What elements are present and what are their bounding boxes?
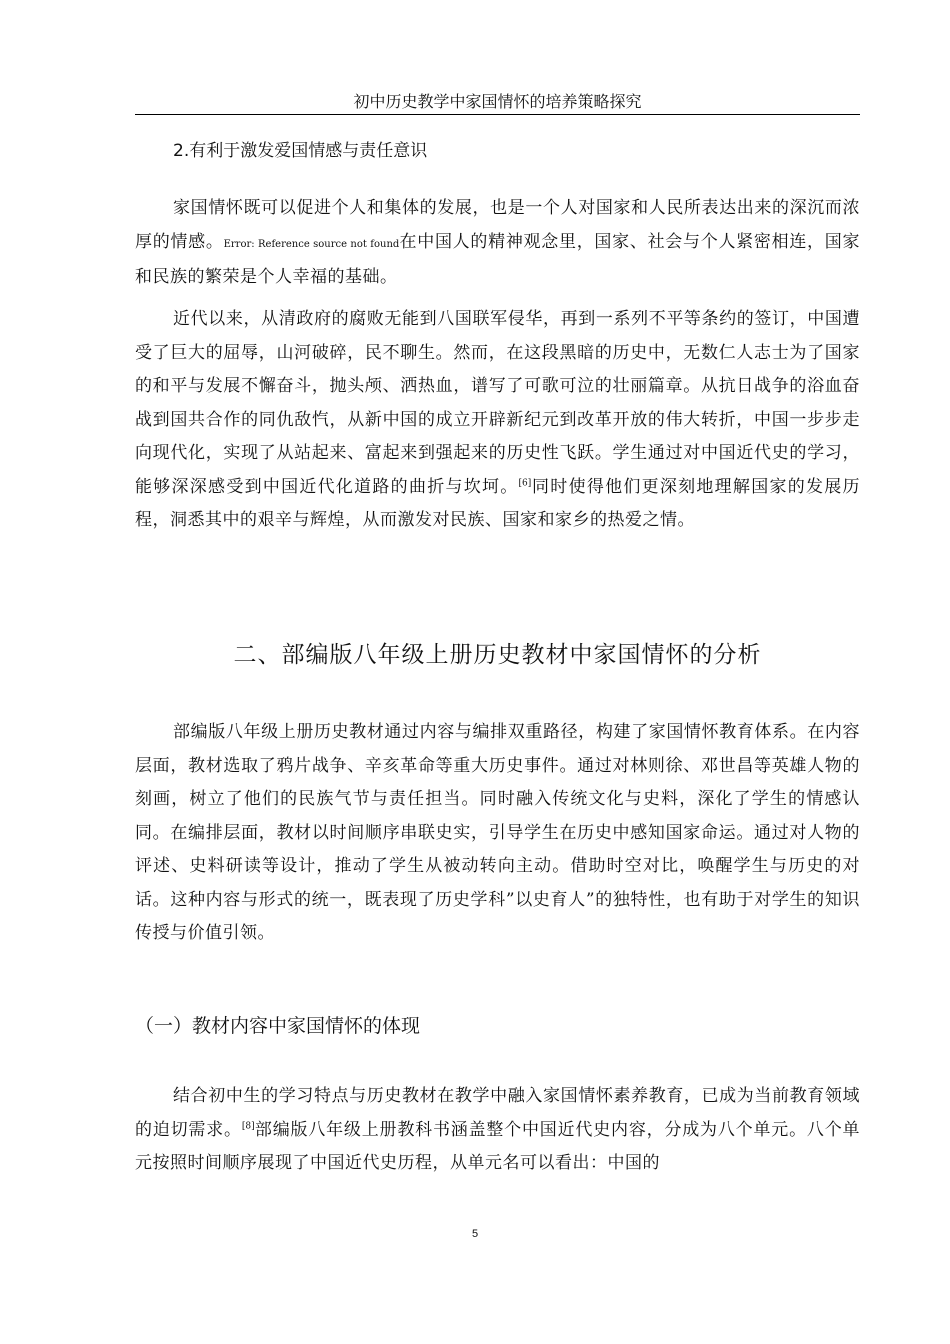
paragraph-1 bbox=[135, 192, 860, 295]
section-heading-2: 2.有利于激发爱国情感与责任意识 bbox=[173, 141, 428, 161]
paragraph-4 bbox=[135, 1080, 860, 1181]
paragraph-1-text-a: 家国情怀既可以促进个人和集体的发展，也是一个人对国家和人民所表达出来的深沉而浓厚的情感。 bbox=[135, 198, 860, 252]
paragraph-4-text-b: 部编版八年级上册教科书涵盖整个中国近代史内容，分成为八个单元。八个单元按照时间顺序展现了中国近代史历程，从单元名可以看出：中国的 bbox=[135, 1119, 861, 1173]
citation-6: [6] bbox=[518, 477, 532, 488]
paragraph-2-text-a: 近代以来，从清政府的腐败无能到八国联军侵华，再到一系列不平等条约的签订，中国遭受了巨大的屈辱，山河破碎，民不聊生。然而，在这段黑暗的历史中，无数仁人志士为了国家的和平与发展不懈奋斗，抛头颅、洒热血，谱写了可歌可泣的壮丽篇章。从抗日战争的浴血奋战到国共合作的同仇敌忾，从新中国的成立开辟新纪元到改革开放的伟大转折，中国一步步走向现代化，实现了从站起来、富起来到强起来的历史性飞跃。学生通过对中国近代史的学习，能够深深感受到中国近代化道路的曲折与坎坷。 bbox=[135, 309, 860, 497]
subsection-heading: （一）教材内容中家国情怀的体现 bbox=[135, 1015, 421, 1037]
paragraph-1-text-b: 在中国人的精神观念里，国家、社会与个人紧密相连，国家和民族的繁荣是个人幸福的基础。 bbox=[135, 231, 860, 287]
running-header: 初中历史教学中家国情怀的培养策略探究 bbox=[135, 92, 860, 115]
page-number: 5 bbox=[471, 1228, 479, 1240]
paragraph-4-text-a: 结合初中生的学习特点与历史教材在教学中融入家国情怀素养教育，已成为当前教育领域的迫切需求。 bbox=[135, 1086, 860, 1140]
paragraph-2-text-b: 同时使得他们更深刻地理解国家的发展历程，洞悉其中的艰辛与辉煌，从而激发对民族、国家和家乡的热爱之情。 bbox=[135, 476, 861, 530]
chapter-heading: 二、部编版八年级上册历史教材中家国情怀的分析 bbox=[233, 642, 762, 668]
paragraph-2 bbox=[135, 303, 860, 538]
reference-error: Error: Reference source not found bbox=[223, 238, 400, 250]
citation-8: [8] bbox=[241, 1120, 255, 1131]
paragraph-3: 部编版八年级上册历史教材通过内容与编排双重路径，构建了家国情怀教育体系。在内容层面，教材选取了鸦片战争、辛亥革命等重大历史事件。通过对林则徐、邓世昌等英雄人物的刻画，树立了他们的民族气节与责任担当。同时融入传统文化与史料，深化了学生的情感认同。在编排层面，教材以时间顺序串联史实，引导学生在历史中感知国家命运。通过对人物的评述、史料研读等设计，推动了学生从被动转向主动。借助时空对比，唤醒学生与历史的对话。这种内容与形式的统一，既表现了历史学科”以史育人”的独特性，也有助于对学生的知识传授与价值引领。 bbox=[135, 722, 860, 943]
